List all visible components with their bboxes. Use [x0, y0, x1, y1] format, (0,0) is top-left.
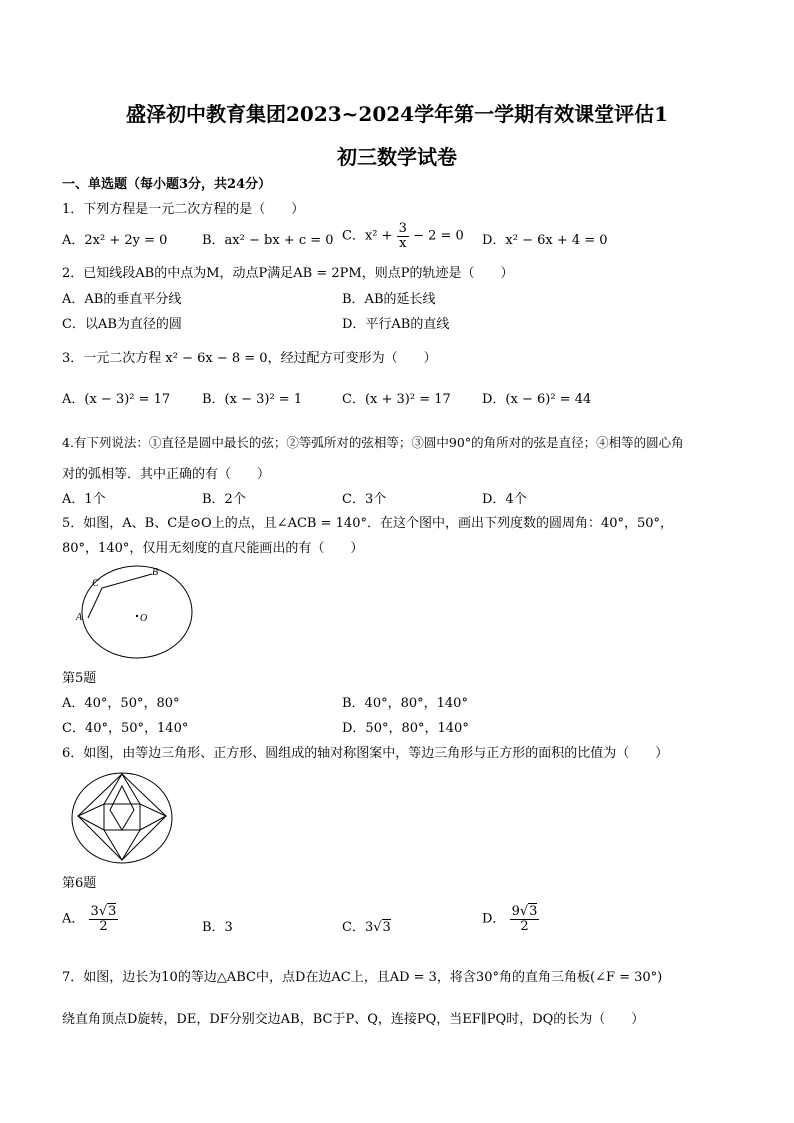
q6-option-a-radicand: 3 [108, 904, 117, 919]
q3-stem: 3．一元二次方程 x² − 6x − 8 = 0，经过配方可变形为（ ） [62, 351, 437, 366]
q6-triangle-top [104, 774, 140, 804]
q6-option-a-numerator: 3√3 [90, 904, 117, 919]
q5-option-d: D．50°，80°，140° [342, 721, 469, 736]
q1-option-c-fraction [397, 222, 409, 251]
section-heading: 一、单选题（每小题3分，共24分） [62, 177, 272, 192]
q7-stem-line1: 7．如图，边长为10的等边△ABC中，点D在边AC上，且AD = 3，将含30°角的直角三角板(∠F = 30°) [62, 970, 663, 985]
q6-option-b: B．3 [202, 920, 233, 935]
q6-option-a-denominator: 2 [99, 919, 108, 934]
exam-title: 盛泽初中教育集团2023~2024学年第一学期有效课堂评估1 [125, 102, 668, 126]
q5-option-c: C．40°，50°，140° [62, 721, 189, 736]
q1-option-c-numerator: 3 [398, 221, 407, 236]
q5-caption: 第5题 [62, 671, 97, 686]
q2-option-a: A．AB的垂直平分线 [62, 292, 182, 307]
q2-option-d: D．平行AB的直线 [342, 317, 450, 332]
q6-option-a [62, 905, 118, 934]
q5-chord-cb [102, 574, 152, 588]
q4-option-d: D．4个 [482, 492, 527, 507]
q4-option-c: C．3个 [342, 492, 387, 507]
q6-stem: 6．如图，由等边三角形、正方形、圆组成的轴对称图案中，等边三角形与正方形的面积的比值为（ ） [62, 746, 669, 761]
q6-option-d-numerator: 9√3 [511, 904, 538, 919]
q6-option-a-coef: 3 [90, 904, 99, 919]
q5-option-b: B．40°，80°，140° [342, 696, 468, 711]
q3-option-c: C．(x + 3)² = 17 [342, 392, 451, 407]
q5-option-a: A．40°，50°，80° [62, 696, 180, 711]
q1-option-c-post: − 2 = 0 [413, 228, 464, 244]
q1-option-b: B．ax² − bx + c = 0 [202, 233, 334, 248]
q6-option-d [482, 905, 539, 934]
q5-label-o: O [140, 613, 148, 624]
q6-triangle-right [140, 804, 166, 830]
q1-option-c-denominator: x [399, 236, 407, 251]
exam-subtitle: 初三数学试卷 [337, 145, 457, 169]
q3-option-d: D．(x − 6)² = 44 [482, 392, 592, 407]
q3-option-a: A．(x − 3)² = 17 [62, 392, 171, 407]
q5-label-a: A [76, 612, 83, 623]
q6-option-d-fraction [510, 905, 540, 934]
q6-option-a-fraction [89, 905, 119, 934]
q6-inner-diamond [110, 786, 134, 830]
q5-stem-line2: 80°，140°，仅用无刻度的直尺能画出的有（ ） [62, 541, 364, 556]
q6-option-d-coef: 9 [511, 904, 520, 919]
q6-triangle-left [78, 804, 104, 830]
q1-option-c-pre: C．x² + [342, 228, 393, 244]
q2-option-b: B．AB的延长线 [342, 292, 436, 307]
q6-option-d-label: D． [482, 911, 506, 927]
q6-option-d-denominator: 2 [520, 919, 529, 934]
q6-option-c-radicand: 3 [382, 920, 391, 935]
q4-stem-line2: 对的弧相等．其中正确的有（ ） [62, 467, 271, 482]
q1-option-a: A．2x² + 2y = 0 [62, 233, 168, 248]
q4-option-b: B．2个 [202, 492, 246, 507]
q6-option-c-label: C． [342, 920, 365, 935]
q6-option-d-radicand: 3 [529, 904, 538, 919]
q5-label-b: B [152, 567, 159, 578]
q6-triangle-bottom [104, 830, 140, 860]
q2-stem: 2．已知线段AB的中点为M，动点P满足AB = 2PM，则点P的轨迹是（ ） [62, 266, 514, 281]
q5-chord-ac [88, 588, 102, 618]
q1-stem: 1．下列方程是一元二次方程的是（ ） [62, 202, 305, 217]
q4-stem-line1: 4.有下列说法：①直径是圆中最长的弦；②等弧所对的弦相等；③圆中90°的角所对的弦是直径；④相等的圆心角 [62, 435, 684, 450]
q2-option-c: C．以AB为直径的圆 [62, 317, 182, 332]
q3-option-b: B．(x − 3)² = 1 [202, 392, 303, 407]
q6-option-c: C．3√3 [342, 920, 391, 935]
q6-option-c-coef: 3 [364, 920, 374, 935]
q4-option-a: A．1个 [62, 492, 106, 507]
q5-stem-line1: 5．如图，A、B、C是⊙O上的点，且∠ACB = 140°．在这个图中，画出下列度数的圆周角：40°，50°， [62, 516, 674, 531]
q7-stem-line2: 绕直角顶点D旋转，DE，DF分别交边AB，BC于P、Q，连接PQ，当EF∥PQ时，DQ的长为（ ） [62, 1012, 645, 1027]
q6-pattern-figure [68, 772, 178, 867]
q1-option-d: D．x² − 6x + 4 = 0 [482, 233, 608, 248]
q1-option-c [342, 222, 464, 251]
q5-circle-figure [70, 562, 200, 662]
q5-center-dot [136, 615, 138, 617]
q6-caption: 第6题 [62, 876, 97, 891]
q6-option-a-label: A． [62, 911, 85, 927]
q5-label-c: C [92, 578, 99, 589]
